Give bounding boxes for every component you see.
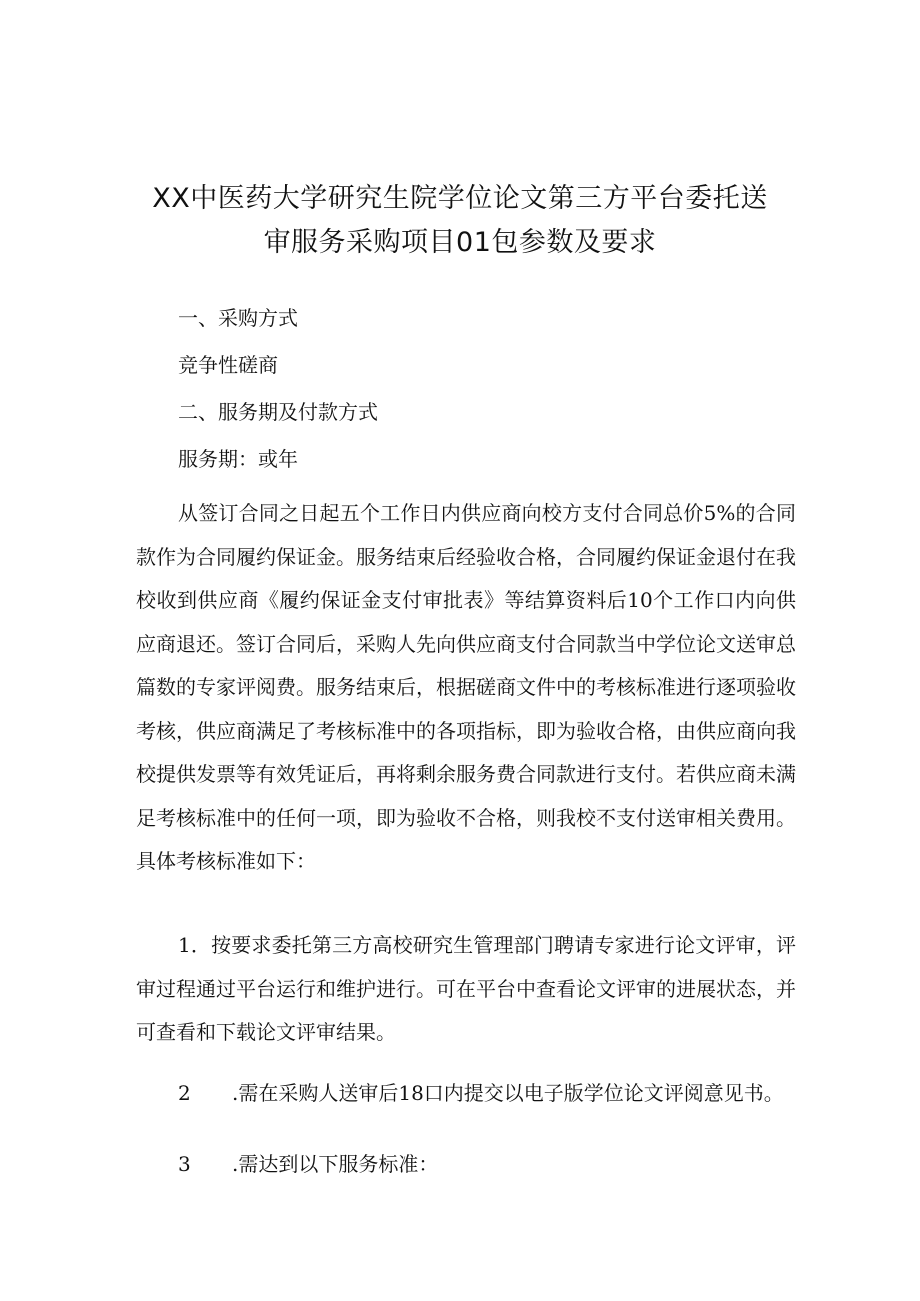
section-2-heading: 二、服务期及付款方式: [178, 400, 378, 424]
service-period: 服务期：或年: [178, 447, 298, 471]
section-1-body: 竞争性磋商: [178, 353, 278, 377]
standard-item-2-text: .需在采购人送审后18口内提交以电子版学位论文评阅意见书。: [232, 1081, 784, 1105]
payment-terms-paragraph: 从签订合同之日起五个工作日内供应商向校方支付合同总价5%的合同款作为合同履约保证金。服务结束后经验收合格，合同履约保证金退付在我校收到供应商《履约保证金支付审批表》等结算资料后10个工作口内向供应商退还。签订合同后，采购人先向供应商支付合同款当中学位论文送审总篇数的专家评阅费。服务结束后，根据磋商文件中的考核标准进行逐项验收考核，供应商满足了考核标准中的各项指标，即为验收合格，由供应商向我校提供发票等有效凭证后，再将剩余服务费合同款进行支付。若供应商未满足考核标准中的任何一项，即为验收不合格，则我校不支付送审相关费用。具体考核标准如下：: [136, 501, 796, 873]
standard-item-2-number: 2: [178, 1081, 191, 1105]
standard-item-3-text: .需达到以下服务标准：: [232, 1152, 439, 1176]
title-line-2: 审服务采购项目01包参数及要求: [263, 227, 657, 258]
standard-item-1: 1．按要求委托第三方高校研究生管理部门聘请专家进行论文评审，评审过程通过平台运行和维护进行。可在平台中查看论文评审的进展状态，并可查看和下载论文评审结果。: [136, 933, 796, 1044]
standard-item-3-number: 3: [178, 1152, 191, 1176]
section-1-heading: 一、采购方式: [178, 306, 298, 330]
title-line-1: XX中医药大学研究生院学位论文第三方平台委托送: [152, 183, 768, 214]
